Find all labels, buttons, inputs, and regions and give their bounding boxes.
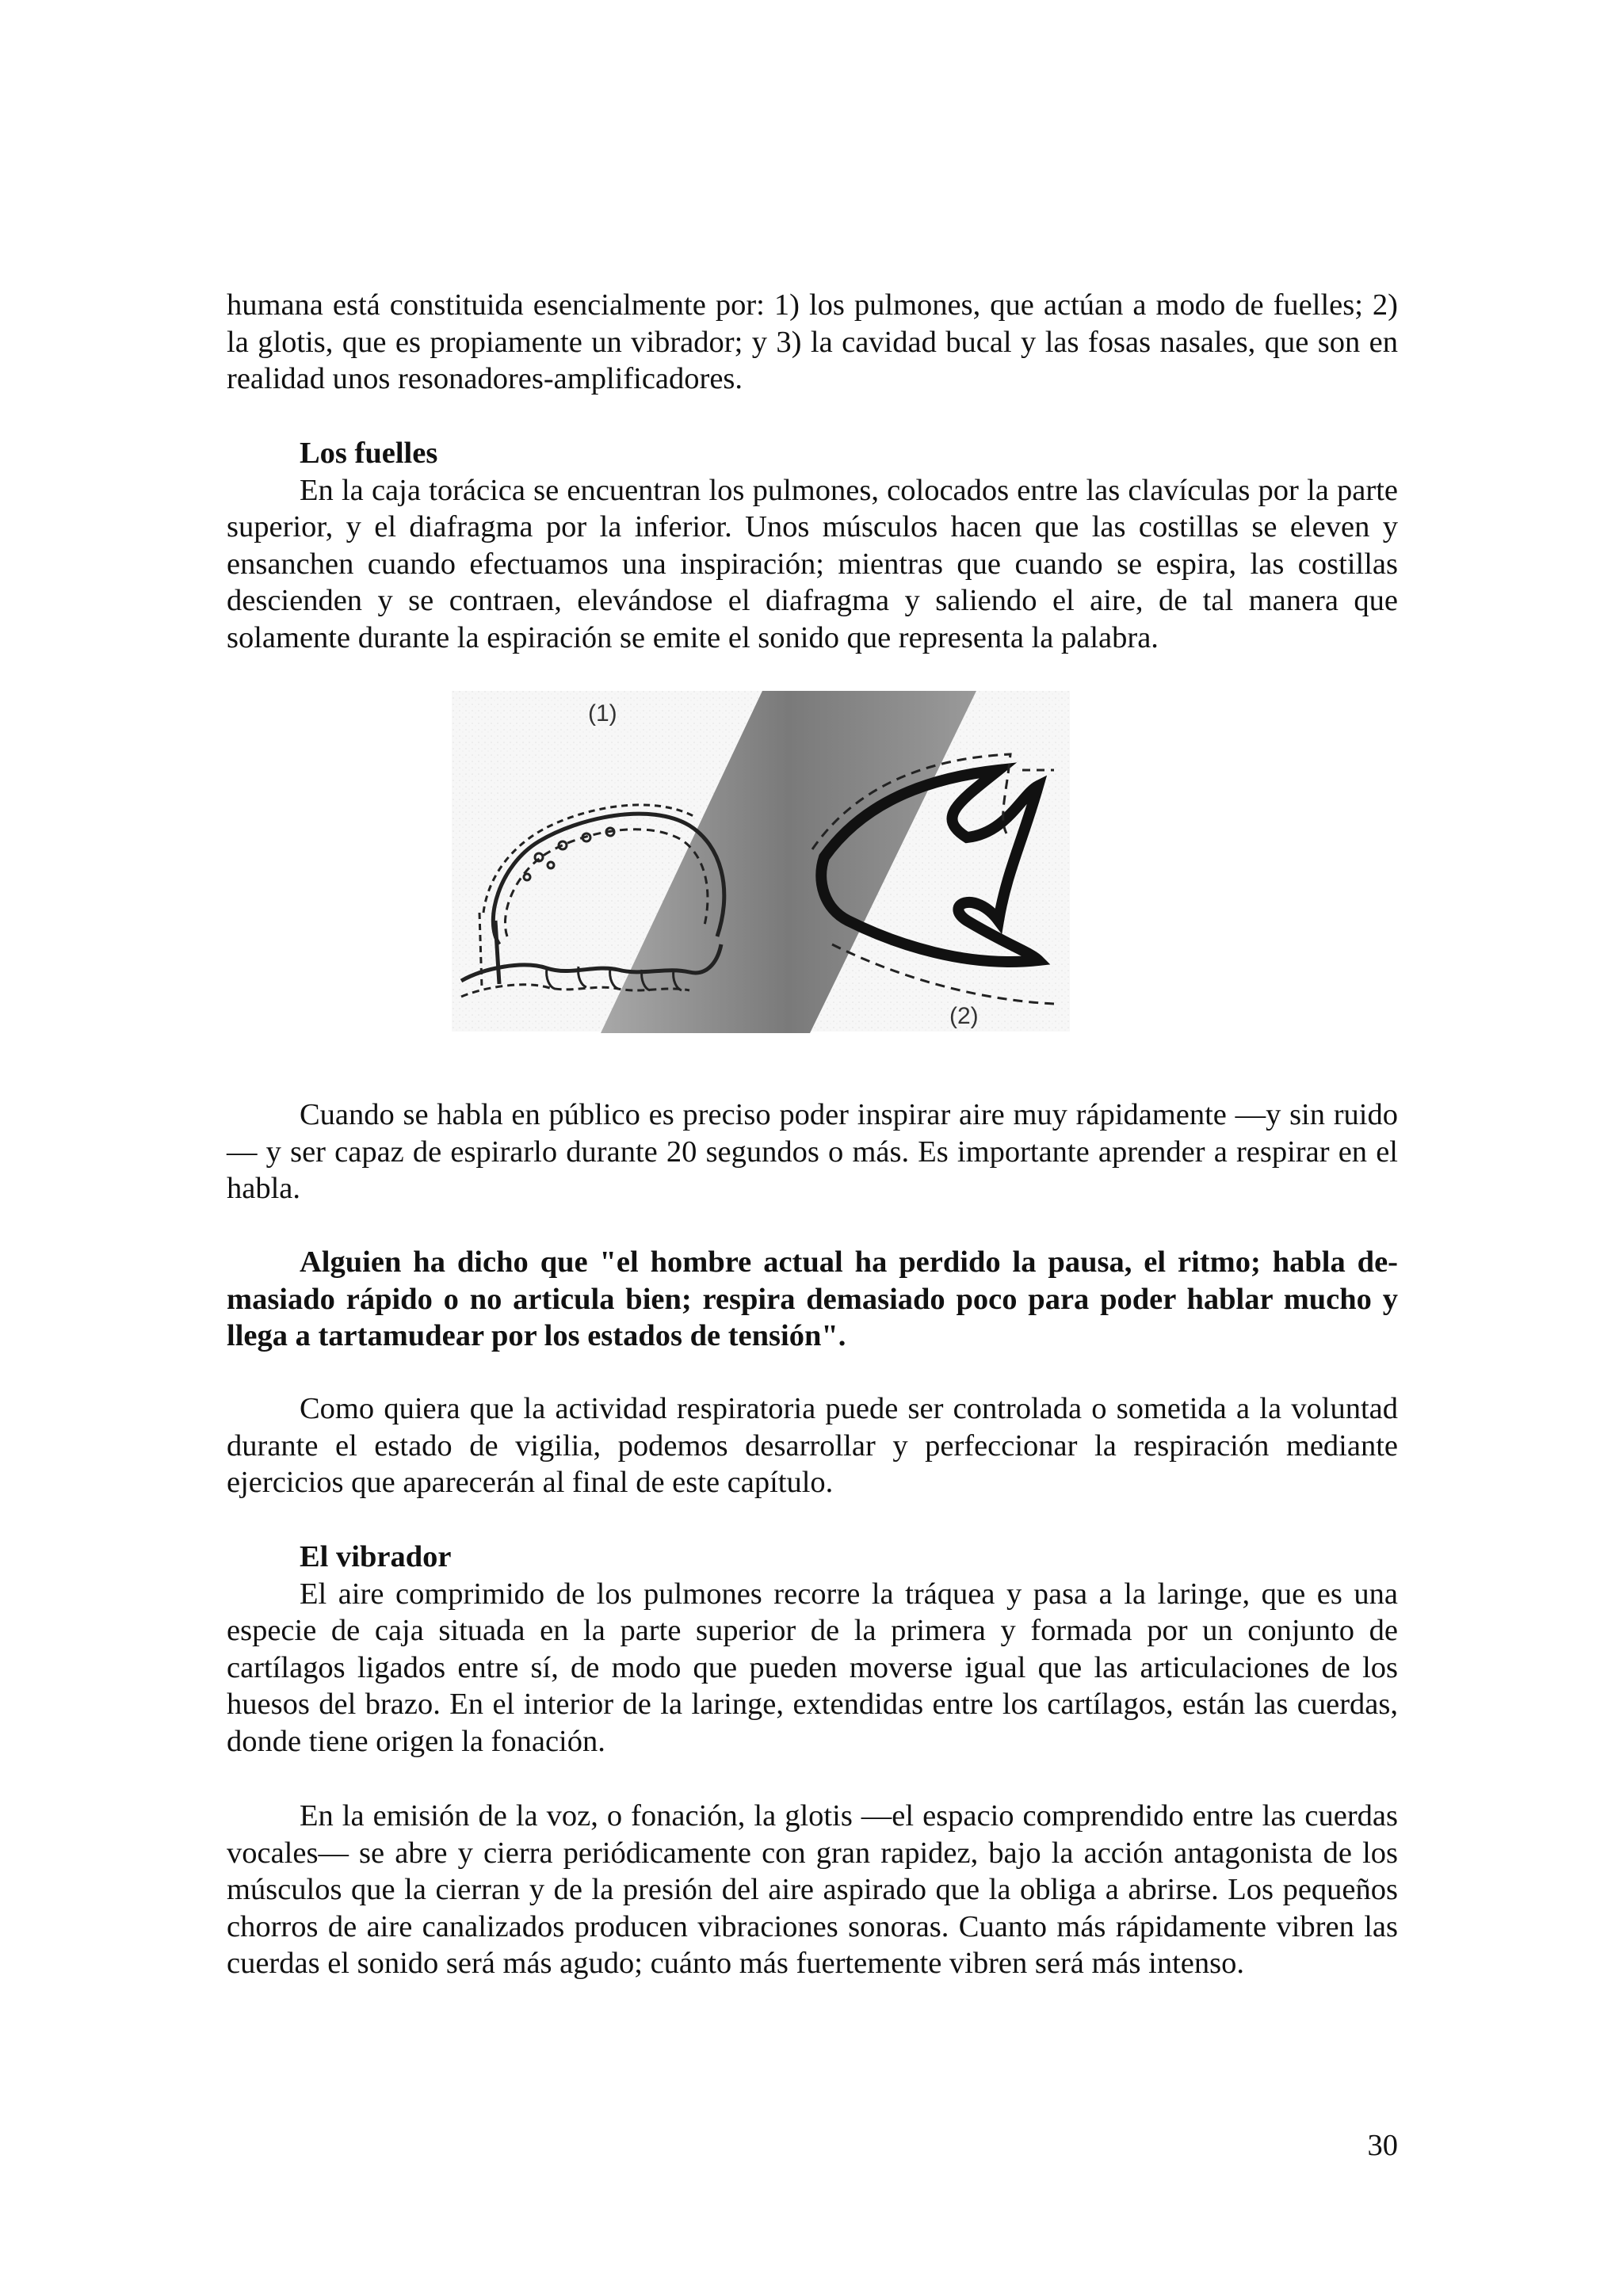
vibrador-paragraph: El aire comprimido de los pulmones recorre la tráquea y pasa a la laringe, que es una especie de caja situada en la parte superior de la primera y formada por un conjunto de cartílagos ligados entre sí, de modo que pueden moverse igual que las articulaciones de los huesos del brazo. En el interior de la laringe, extendidas entre los cartílagos, están las cuerdas, donde tiene origen la fonación. — [227, 1577, 1398, 1758]
section-vibrador — [227, 1539, 1398, 1760]
section-heading-fuelles: Los fuelles — [300, 437, 438, 470]
quote-text: Alguien ha dicho que "el hombre actual ha perdido la pausa, el ritmo; habla demasiado rápido o no articula bien; respira demasiado poco para poder hablar mucho y llega a tartamudear por los estados de tensión". — [227, 1245, 1398, 1352]
voluntad-text: Como quiera que la actividad respiratoria puede ser controlada o sometida a la voluntad durante el estado de vigilia, podemos desarrollar y perfeccionar la respiración mediante ejercicios que aparecerán al final de este capítulo. — [227, 1392, 1398, 1499]
fonacion-text: En la emisión de la voz, o fonación, la glotis —el espacio comprendido entre las cuerdas vocales— se abre y cierra periódicamente con gran rapidez, bajo la acción antagonista de los músculos que la cierran y de la presión del aire aspirado que la obliga a abrirse. Los pequeños chorros de aire canalizados producen vibraciones sonoras. Cuanto más rápidamente vibren las cuerdas el sonido será más agudo; cuánto más fuertemente vibren será más intenso. — [227, 1799, 1398, 1980]
intro-text: humana está constituida esencialmente por: 1) los pulmones, que actúan a modo de fuelles; 2) la glotis, que es propiamente un vibrador; y 3) la cavidad bucal y las fosas nasales, que son en realidad unos resonadores-amplificadores. — [227, 288, 1398, 395]
thorax-diaphragm-illustration — [452, 683, 1070, 1041]
figure-label-2: (2) — [949, 1003, 979, 1029]
respiration-figure — [452, 683, 1070, 1041]
intro-paragraph — [227, 287, 1398, 398]
habla-publico-text: Cuando se habla en público es preciso poder inspirar aire muy rápidamente —y sin ruido— y ser capaz de espirarlo durante 20 segundos o más. Es importante aprender a respirar en el habla. — [227, 1098, 1398, 1205]
section-fuelles — [227, 435, 1398, 656]
fonacion-paragraph — [227, 1798, 1398, 1982]
page-number: 30 — [1367, 2129, 1398, 2162]
habla-publico-paragraph — [227, 1097, 1398, 1207]
quote-paragraph — [227, 1244, 1398, 1355]
voluntad-paragraph — [227, 1390, 1398, 1501]
fuelles-paragraph: En la caja torácica se encuentran los pulmones, colocados entre las clavículas por la parte superior, y el diafragma por la inferior. Unos músculos hacen que las costillas se eleven y ensanchen cuando efectuamos una inspiración; mientras que cuando se espira, las costillas descienden y se contraen, elevándose el diafragma y saliendo el aire, de tal manera que solamente durante la espiración se emite el sonido que representa la palabra. — [227, 473, 1398, 654]
figure-label-1: (1) — [588, 700, 617, 727]
section-heading-vibrador: El vibrador — [300, 1540, 452, 1573]
